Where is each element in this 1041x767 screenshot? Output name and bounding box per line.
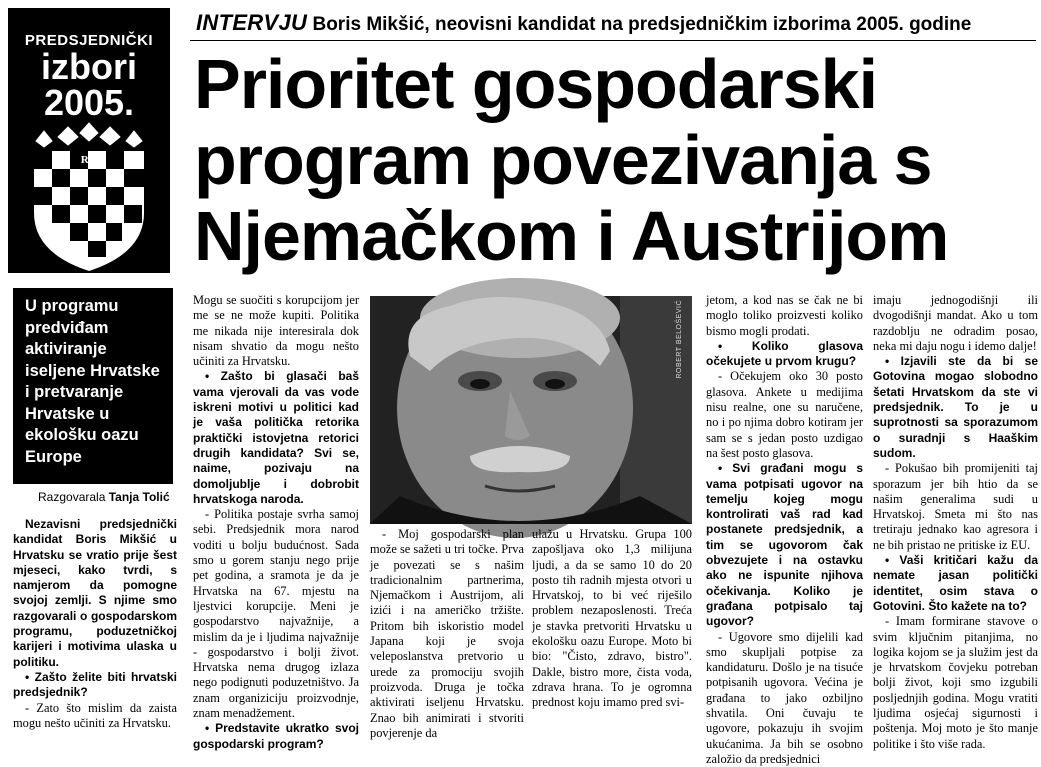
byline-label: Razgovarala bbox=[38, 490, 106, 504]
answer-paragraph: jetom, a kod nas se čak ne bi moglo toliko proizvesti koliko bismo mogli prodati. bbox=[706, 293, 863, 338]
answer-paragraph: Mogu se suočiti s korupcijom jer me se ne može kupiti. Politika me nikada nije interesirala dok nisam shvatio da mogu nešto učiniti za Hrvatsku. bbox=[193, 293, 359, 369]
article-column-6 bbox=[873, 293, 1038, 751]
photo-credit: ROBERT BELOŠEVIĆ bbox=[676, 300, 683, 379]
question: • Svi građani mogu s vama potpisati ugovor na temelju kojeg mogu kontrolirati vaš rad kad postanete predsjednik, a tim se ugovorom čak obvezujete i na ostavku ako ne ispunite njihova očekivanja. Koliko je građana potpisalo taj ugovor? bbox=[706, 461, 863, 629]
answer-paragraph: - Politika postaje svrha samoj sebi. Predsjednik mora narod voditi u bolju budućnost. Sada smo u gorem stanju nego prije pet godina, a sramota je da je Hrvatska na 67. mjestu na ljestvici korupcije. Meni je gospodarstvo najvažnije, a mislim da je i ljudima najvažnije - gospodarstvo i bolji život. Hrvatska nema drugog izlaza nego podignuti poduzetništvo. Ja znam organiziciju proizvodnje, znam menadžement. bbox=[193, 507, 359, 721]
article-column-5 bbox=[706, 293, 863, 766]
article-column-3 bbox=[370, 527, 524, 740]
article-subtitle: Boris Mikšić, neovisni kandidat na predsjedničkim izborima 2005. godine bbox=[312, 14, 972, 35]
divider bbox=[190, 40, 1036, 41]
question: • Predstavite ukratko svoj gospodarski program? bbox=[193, 721, 359, 751]
crest-text: RH bbox=[80, 154, 98, 166]
candidate-photo bbox=[370, 296, 692, 524]
answer-paragraph: - Imam formirane stavove o svim ključnim pitanjima, no logika kojom se ja služim jest da je hrvatskom čovjeku potreban bolji život, koji smo izgubili posljednjih godina. Mogu vratiti ljudima osjećaj sigurnosti i poštenja. Moj moto je što manje politike i što više rada. bbox=[873, 614, 1038, 751]
byline-author: Tanja Tolić bbox=[108, 490, 170, 504]
question: • Izjavili ste da bi se Gotovina mogao slobodno šetati Hrvatskom da ste vi predsjednik. To je u suprotnosti sa sporazumom o suradnji s Haaškim sudom. bbox=[873, 354, 1038, 460]
pull-quote: U programu predviđam aktiviranje iseljene Hrvatske i pretvaranje Hrvatske u ekološku oazu Europe bbox=[25, 297, 160, 466]
section-tag: INTERVJU bbox=[196, 10, 308, 35]
headline-line-1: Prioritet gospodarski bbox=[194, 45, 878, 123]
election-badge bbox=[8, 8, 170, 273]
badge-line-1: PREDSJEDNIČKI bbox=[24, 32, 154, 49]
question: • Koliko glasova očekujete u prvom krugu? bbox=[706, 338, 863, 369]
question: • Vaši kritičari kažu da nemate jasan politički identitet, osim stava o Gotovini. Što kažete na to? bbox=[873, 553, 1038, 613]
headline-line-3: Njemačkom i Austrijom bbox=[194, 197, 949, 275]
article-column-2 bbox=[193, 293, 359, 751]
question: • Zašto bi glasači baš vama vjerovali da vas vode iskreni motivi u politici kad je vaša politička retorika praktički istovjetna retorici drugih kandidata? Svi se, naime, pozivaju na domoljublje i dobrobit hrvatskoga naroda. bbox=[193, 369, 359, 506]
answer-paragraph: - Zato što mislim da zaista mogu nešto učiniti za Hrvatsku. bbox=[13, 700, 177, 730]
question: • Zašto želite biti hrvatski predsjednik? bbox=[13, 669, 177, 700]
croatian-crest-icon bbox=[24, 123, 154, 273]
intro-paragraph: Nezavisni predsjednički kandidat Boris Mikšić u Hrvatsku se vratio prije šest mjeseci, kako tvrdi, s namjerom da pomogne svojoj zemlji. S njime smo razgovarali o gospodarskom programu, poduzetničkoj karijeri i motivima ulaska u politiku. bbox=[13, 517, 177, 669]
answer-paragraph: - Ugovore smo dijelili kad smo skupljali potpise za kandidaturu. Došlo je na tisuće potpisanih ugovora. Većina je građana to jako ozbiljno shvatila. Oni čuvaju te ugovore, pokazuju ih svojim ukućanima. Ja bih se osobno založio da predsjednici bbox=[706, 629, 863, 766]
answer-paragraph: ulažu u Hrvatsku. Grupa 100 zapošljava oko 1,3 milijuna ljudi, a da se samo 10 do 20 posto tih radnih mjesta otvori u Hrvatskoj, to bi već riješilo problem nezaposlenosti. Treća je stavka pretvoriti Hrvatsku u ekološku oazu Europe. Moto bi bio: "Čisto, zdravo, bistro". Dakle, bistro more, čista voda, zdrava hrana. To je ogromna prednost koju imamo pred svi- bbox=[532, 527, 692, 710]
pull-quote-box bbox=[13, 288, 173, 484]
answer-paragraph: imaju jednogodišnji ili dvogodišnji mandat. Ako u tom razdoblju ne odradim posao, neka mi daju nogu i idemo dalje! bbox=[873, 293, 1038, 353]
portrait-illustration bbox=[370, 296, 692, 524]
answer-paragraph: - Očekujem oko 30 posto glasova. Ankete u medijima nisu realne, one su naručene, no i po njima dobro kotiram jer sam se s jedan posto uzdigao na šest posto glasova. bbox=[706, 369, 863, 460]
article-kicker bbox=[196, 10, 1036, 36]
answer-paragraph: - Moj gospodarski plan može se sažeti u tri točke. Prva je povezati se s našim tradicionalnim partnerima, Njemačkom i Austrijom, ali izići i na američko tržište. Pritom bih iskoristio model Japana koji je svoja veleposlanstva pretvorio u urede za promociju svojih proizvoda. Druga je točka aktivirati iseljenu Hrvatsku. Znao bih animirati i stvoriti povjerenje da bbox=[370, 527, 524, 740]
badge-line-3: 2005. bbox=[43, 82, 135, 123]
headline bbox=[194, 46, 1040, 274]
article-column-4 bbox=[532, 527, 692, 716]
article-column-1 bbox=[13, 517, 177, 730]
byline bbox=[38, 490, 170, 504]
answer-paragraph: - Pokušao bih promijeniti taj sporazum jer bih htio da se našim generalima sudi u Hrvatskoj. Smeta mi što nas tretiraju jednako kao agresora i ne bih pristao ne pritiske iz EU. bbox=[873, 461, 1038, 552]
headline-line-2: program povezivanja s bbox=[194, 121, 932, 199]
badge-line-2: izbori bbox=[41, 46, 137, 87]
